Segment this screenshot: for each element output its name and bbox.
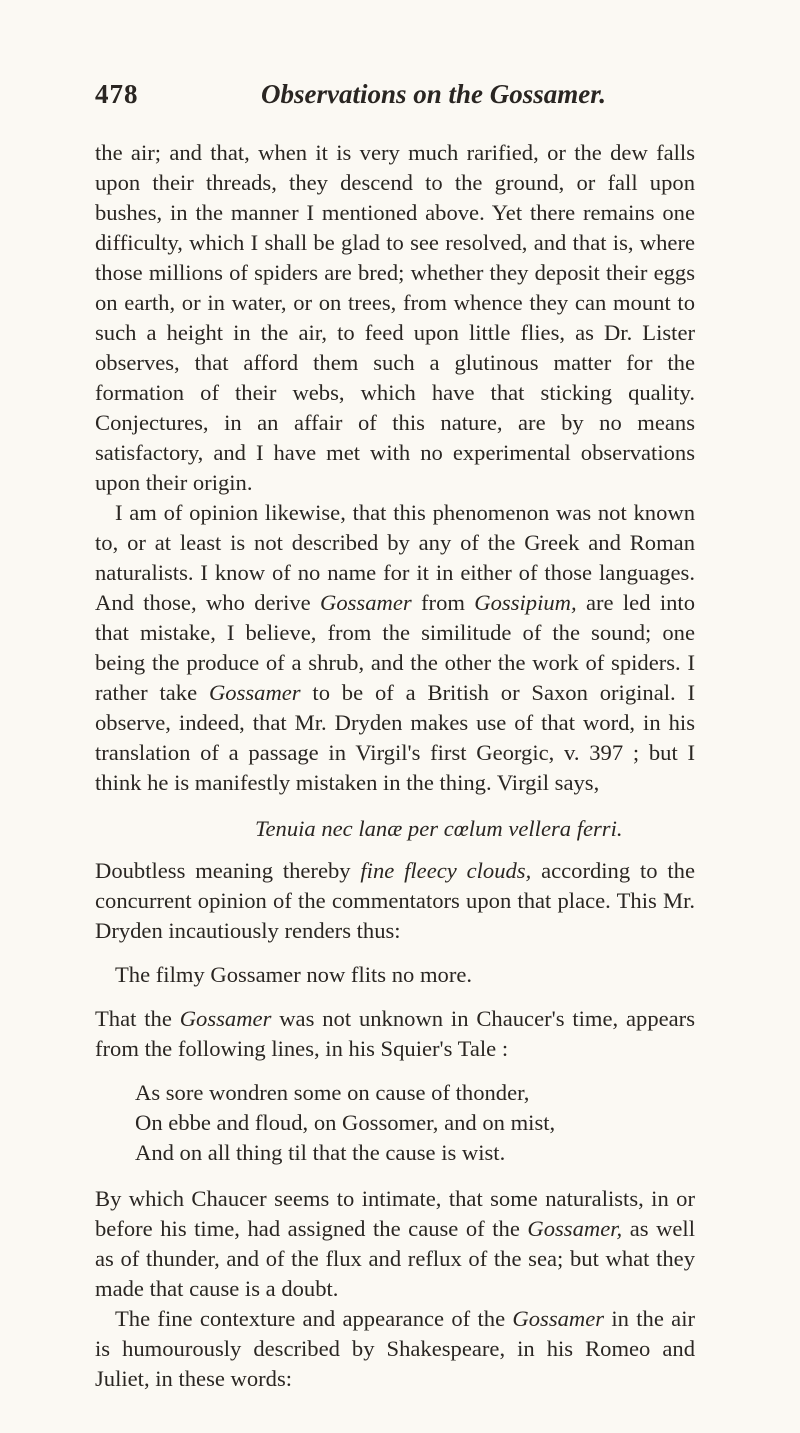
verse-line: On ebbe and floud, on Gossomer, and on mist,: [135, 1110, 556, 1135]
dryden-quotation: The filmy Gossamer now flits no more.: [115, 962, 473, 987]
paragraph-1: the air; and that, when it is very much rarified, or the dew falls upon their threads, they descend to the ground, or fall upon bushes, in the manner I mentioned above. Yet there remains one difficulty, which I shall be glad to see resolved, and that is, where those millions of spiders are bred; whether they deposit their eggs on earth, or in water, or on trees, from whence they can mount to such a height in the air, to feed upon little flies, as Dr. Lister observes, that afford them such a glutinous matter for the formation of their webs, which have that sticking quality. Conjectures, in an affair of this nature, are by no means satisfactory, and I have met with no experimental observations upon their origin.: [95, 140, 695, 495]
page-body: [95, 138, 695, 1394]
latin-quotation: Tenuia nec lanæ per cœlum vellera ferri.: [255, 816, 623, 841]
running-title: Observations on the Gossamer.: [261, 79, 607, 109]
page-number: 478: [95, 79, 139, 109]
paragraph-5: By which Chaucer seems to intimate, that some naturalists, in or before his time, had assigned the cause of the Gossamer, as well as of thunder, and of the flux and reflux of the sea; but what they made that cause is a doubt.: [95, 1186, 695, 1301]
paragraph-6: The fine contexture and appearance of the Gossamer in the air is humourously described by Shakespeare, in his Romeo and Juliet, in these words:: [95, 1306, 696, 1391]
verse-line: As sore wondren some on cause of thonder,: [135, 1080, 530, 1105]
verse-line: And on all thing til that the cause is wist.: [135, 1140, 506, 1165]
chaucer-verse: [135, 1078, 695, 1168]
paragraph-2: I am of opinion likewise, that this phenomenon was not known to, or at least is not described by any of the Greek and Roman naturalists. I know of no name for it in either of those languages. And those, who derive Gossamer from Gossipium, are led into that mistake, I believe, from the similitude of the sound; one being the produce of a shrub, and the other the work of spiders. I rather take Gossamer to be of a British or Saxon original. I observe, indeed, that Mr. Dryden makes use of that word, in his translation of a passage in Virgil's first Georgic, v. 397 ; but I think he is manifestly mistaken in the thing. Virgil says,: [95, 500, 695, 795]
paragraph-3: Doubtless meaning thereby fine fleecy clouds, according to the concurrent opinion of the commentators upon that place. This Mr. Dryden incautiously renders thus:: [95, 858, 695, 943]
paragraph-4: That the Gossamer was not unknown in Chaucer's time, appears from the following lines, in his Squier's Tale :: [95, 1006, 696, 1061]
